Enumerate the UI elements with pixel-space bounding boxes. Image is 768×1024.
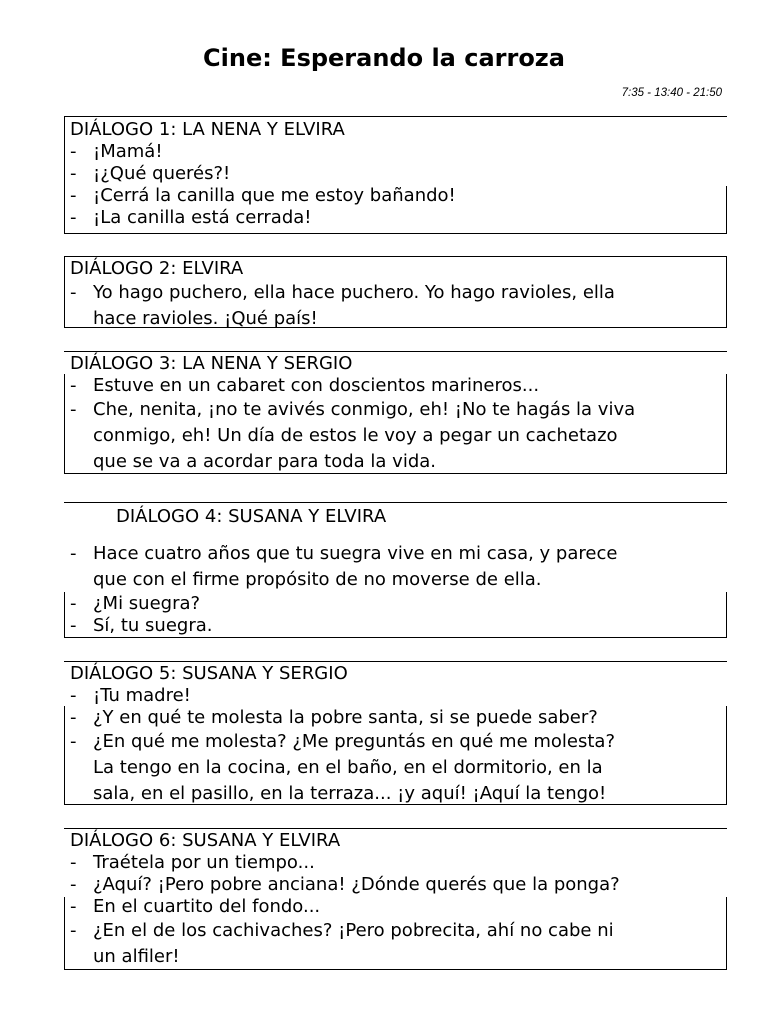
divider [64, 502, 727, 503]
dialog-3 [64, 352, 727, 475]
dialog-line: - ¿Y en qué te molesta la pobre santa, si se puede saber? [70, 707, 598, 728]
dialog-line: - ¿En el de los cachivaches? ¡Pero pobrecita, ahí no cabe ni un alfiler! [70, 920, 614, 967]
divider [64, 233, 727, 234]
dialog-line: - ¡Mamá! [70, 141, 163, 162]
dialog-line: - En el cuartito del fondo... [70, 896, 321, 917]
dialog-line: - Traétela por un tiempo... [70, 852, 315, 873]
dialog-heading: DIÁLOGO 2: ELVIRA [70, 258, 244, 279]
dialog-6 [64, 829, 727, 970]
divider [64, 116, 727, 117]
dialog-heading: DIÁLOGO 4: SUSANA Y ELVIRA [116, 506, 387, 527]
dialog-line: - Yo hago puchero, ella hace puchero. Yo hago ravioles, ella hace ravioles. ¡Qué país! [70, 282, 615, 329]
page-title: Cine: Esperando la carroza [203, 44, 565, 72]
dialog-line: - Hace cuatro años que tu suegra vive en mi casa, y parece que con el firme propósito de no moverse de ella. [70, 543, 618, 590]
dialog-line: - ¡¿Qué querés?! [70, 163, 231, 184]
timestamps: 7:35 - 13:40 - 21:50 [621, 87, 722, 99]
dialog-1 [64, 118, 727, 229]
dialog-heading: DIÁLOGO 1: LA NENA Y ELVIRA [70, 119, 345, 140]
dialog-line: - Sí, tu suegra. [70, 615, 213, 636]
divider [64, 637, 727, 638]
dialog-line: - ¡Cerrá la canilla que me estoy bañando! [70, 185, 456, 206]
dialog-line: - ¡La canilla está cerrada! [70, 207, 312, 228]
dialog-line: - ¿Mi suegra? [70, 593, 201, 614]
dialog-heading: DIÁLOGO 3: LA NENA Y SERGIO [70, 353, 353, 374]
dialog-line: - ¿Aquí? ¡Pero pobre anciana! ¿Dónde querés que la ponga? [70, 874, 620, 895]
dialog-line: - ¿En qué me molesta? ¿Me preguntás en qué me molesta? La tengo en la cocina, en el baño, en el dormitorio, en la sala, en el pasillo, en la terraza... ¡y aquí! ¡Aquí la tengo! [70, 731, 615, 804]
dialog-line: - ¡Tu madre! [70, 685, 191, 706]
dialog-2 [64, 257, 727, 332]
dialog-heading: DIÁLOGO 5: SUSANA Y SERGIO [70, 663, 348, 684]
dialog-heading: DIÁLOGO 6: SUSANA Y ELVIRA [70, 830, 341, 851]
dialog-line: - Che, nenita, ¡no te avivés conmigo, eh! ¡No te hagás la viva conmigo, eh! Un día de estos le voy a pegar un cachetazo que se va a acordar para toda la vida. [70, 399, 636, 472]
dialog-4 [64, 505, 727, 637]
dialog-line: - Estuve en un cabaret con doscientos marineros... [70, 375, 540, 396]
dialog-5 [64, 662, 727, 807]
